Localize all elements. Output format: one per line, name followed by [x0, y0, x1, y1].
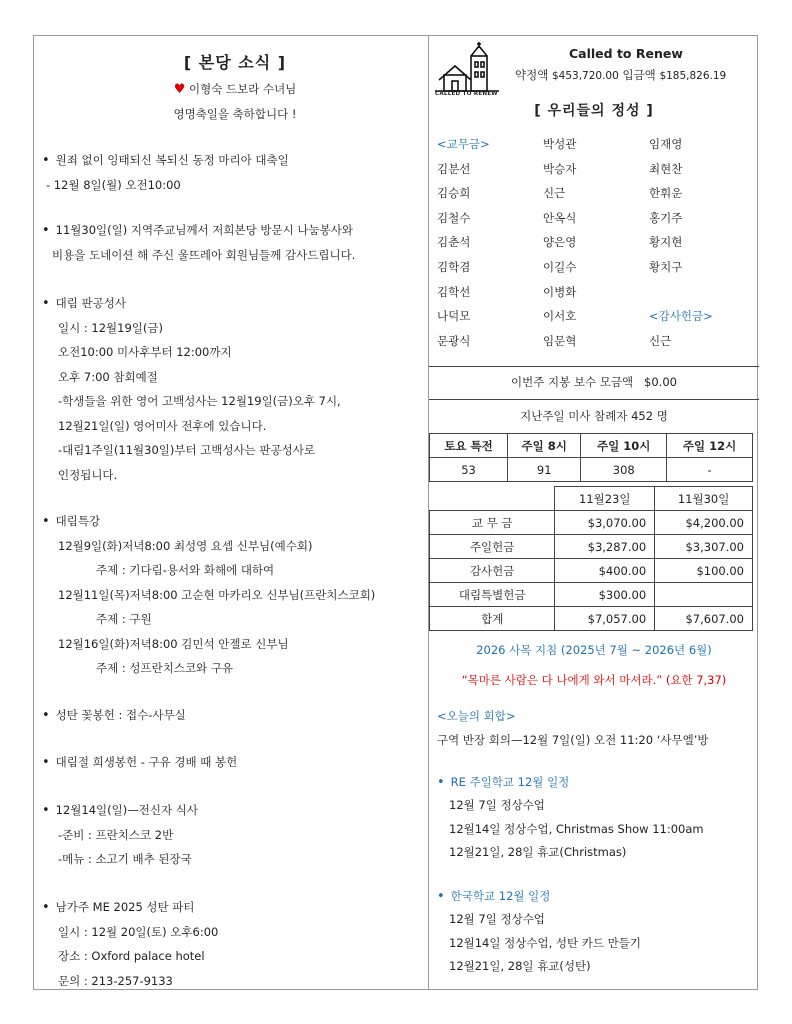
- party-place: 장소 : Oxford palace hotel: [58, 949, 205, 963]
- lecture-2: 12월11일(목)저녁8:00 고순현 마카리오 신부님(프란치스코회): [58, 587, 376, 602]
- sacrifice-offering: • 대림절 희생봉헌 - 구유 경배 때 봉헌: [42, 750, 424, 775]
- donor-row: [437, 329, 757, 354]
- donor-name: 박승자: [543, 161, 577, 176]
- stipend-amount: $0.00: [644, 375, 677, 389]
- donor-row: [437, 157, 757, 182]
- logo-text: CALLED TO RENEW: [435, 91, 498, 97]
- donor-row: [437, 230, 757, 255]
- immaculate-section: [42, 148, 424, 197]
- table-cell: 합계: [430, 607, 555, 631]
- donor-name: 신근: [543, 186, 566, 201]
- donor-name: 최현찬: [649, 161, 683, 176]
- pledge-amount: $453,720.00: [551, 70, 619, 82]
- penance-line: 오후 7:00 참회예절: [58, 369, 158, 384]
- re-line: 12월21일, 28일 휴교(Christmas): [449, 845, 627, 859]
- meeting-title: <오늘의 회합>: [437, 709, 516, 723]
- flower-section: [42, 703, 424, 728]
- table-row: [430, 511, 753, 535]
- meal-prep: -준비 : 프란치스코 2반: [58, 827, 174, 842]
- thanks-line-2: 비용을 도네이션 해 주신 울뜨레아 회원님들께 감사드립니다.: [52, 247, 356, 262]
- donor-name: 임문혁: [543, 333, 577, 348]
- table-header-row: [430, 434, 753, 458]
- sacrifice-section: [42, 750, 424, 775]
- table-cell: $100.00: [655, 559, 753, 583]
- table-cell: $4,200.00: [655, 511, 753, 535]
- thanks-line-1: • 11월30일(일) 지역주교님께서 저희본당 방문시 나눔봉사와: [42, 218, 424, 243]
- donor-name: 김학선: [437, 284, 471, 299]
- meeting-line: 구역 반장 회의—12월 7일(일) 오전 11:20 ‘사무엘’방: [437, 733, 709, 747]
- thanks-offering-label: <감사헌금>: [649, 309, 713, 324]
- donor-row: [437, 206, 757, 231]
- donor-row: [437, 255, 757, 280]
- donor-name: 황치구: [649, 259, 683, 274]
- meal-section: [42, 798, 424, 872]
- donor-name: 이길수: [543, 259, 577, 274]
- table-cell: $400.00: [555, 559, 655, 583]
- donor-name: 신근: [649, 333, 672, 348]
- lecture-1: 12월9일(화)저녁8:00 최성영 요셉 신부님(예수회): [58, 538, 313, 553]
- penance-title: • 대림 판공성사: [42, 291, 424, 316]
- donor-name: 김춘석: [437, 235, 471, 250]
- table-header: 주일 12시: [667, 434, 753, 458]
- re-title: • RE 주일학교 12월 일정: [437, 770, 704, 794]
- donor-name: 김철수: [437, 210, 471, 225]
- donor-names: [437, 132, 757, 353]
- donor-name: 나덕모: [437, 309, 471, 324]
- korean-school-line: 12월21일, 28일 휴교(성탄): [449, 959, 591, 973]
- table-header: 주일 10시: [581, 434, 667, 458]
- donor-name: 홍기주: [649, 210, 683, 225]
- table-cell: 감사헌금: [430, 559, 555, 583]
- pledge-label: 약정액: [515, 68, 549, 82]
- korean-school-title: • 한국학교 12월 일정: [437, 884, 641, 908]
- paid-label: 입금액: [622, 68, 656, 82]
- donor-name: 안옥식: [543, 210, 577, 225]
- donor-name: 이서호: [543, 309, 577, 324]
- lecture-1-topic: 주제 : 기다림-용서와 화해에 대하여: [96, 563, 275, 577]
- scripture-quote: “목마른 사람은 다 나에게 와서 마셔라.” (요한 7,37): [461, 673, 727, 687]
- table-header: 11월23일: [555, 487, 655, 511]
- donor-name: 황지현: [649, 235, 683, 250]
- donor-row: [437, 132, 757, 157]
- table-cell: -: [667, 458, 753, 482]
- donor-name: 김승희: [437, 186, 471, 201]
- congrats-line: [42, 81, 428, 97]
- lecture-title: • 대림특강: [42, 509, 424, 534]
- korean-school-schedule: [437, 884, 641, 979]
- campaign-title: Called to Renew: [569, 46, 683, 61]
- meal-menu: -메뉴 : 소고기 배추 된장국: [58, 852, 192, 866]
- paid-amount: $185,826.19: [659, 70, 727, 82]
- table-cell: $3,070.00: [555, 511, 655, 535]
- table-cell: 308: [581, 458, 667, 482]
- attendance-line: 지난주일 미사 참례자 452 명: [520, 409, 668, 423]
- pastoral-directive: 2026 사목 지침 (2025년 7월 ~ 2026년 6월): [476, 643, 712, 657]
- penance-line: 일시 : 12월19일(금): [58, 320, 163, 335]
- me-party-section: [42, 895, 424, 993]
- table-cell: 주일헌금: [430, 535, 555, 559]
- church-logo-icon: [435, 42, 499, 94]
- korean-school-line: 12월 7일 정상수업: [449, 912, 545, 926]
- lecture-3: 12월16일(화)저녁8:00 김민석 안젤로 신부님: [58, 636, 289, 651]
- finance-table: [429, 486, 753, 631]
- parish-news-title: [ 본당 소식 ]: [183, 53, 287, 72]
- table-cell: 대림특별헌금: [430, 583, 555, 607]
- donor-name: <교무금>: [437, 137, 490, 151]
- divider-line: [429, 399, 759, 400]
- table-header: 토요 특전: [430, 434, 508, 458]
- meal-title: • 12월14일(일)—전신자 식사: [42, 798, 424, 823]
- donor-name: [649, 280, 755, 305]
- lecture-3-topic: 주제 : 성프란치스코와 구유: [96, 661, 234, 675]
- donor-name: 한휘운: [649, 186, 683, 201]
- congrats-message: 영명축일을 축하합니다 !: [173, 107, 297, 121]
- donor-name: 양은영: [543, 235, 577, 250]
- parish-news-column: [34, 36, 428, 989]
- campaign-amounts: [515, 67, 726, 83]
- advent-lecture-section: [42, 509, 424, 681]
- table-row: [430, 458, 753, 482]
- re-line: 12월 7일 정상수업: [449, 798, 545, 812]
- thanks-section: [42, 218, 424, 267]
- table-cell: $3,287.00: [555, 535, 655, 559]
- penance-line: 오전10:00 미사후부터 12:00까지: [58, 345, 232, 359]
- mass-attendance-table: [429, 433, 753, 482]
- table-row: [430, 607, 753, 631]
- table-cell: $300.00: [555, 583, 655, 607]
- donor-row: [437, 181, 757, 206]
- re-schedule: [437, 770, 704, 865]
- penance-line: -대림1주일(11월30일)부터 고백성사는 판공성사로: [58, 443, 315, 457]
- party-title: • 남가주 ME 2025 성탄 파티: [42, 895, 424, 920]
- table-row: [430, 583, 753, 607]
- stipend-line: [429, 374, 759, 390]
- congrats-name: 이형숙 드보라 수녀님: [189, 82, 297, 96]
- stipend-label: 이번주 지봉 보수 모금액: [511, 375, 634, 389]
- party-contact: 문의 : 213-257-9133: [58, 973, 173, 988]
- donor-row: [437, 304, 757, 329]
- table-cell: 91: [508, 458, 581, 482]
- donor-name: 이병화: [543, 284, 577, 299]
- table-cell: $7,607.00: [655, 607, 753, 631]
- donor-name: 임재영: [649, 137, 683, 151]
- table-cell: $3,307.00: [655, 535, 753, 559]
- offering-title: [ 우리들의 정성 ]: [534, 103, 654, 119]
- offerings-column: [429, 36, 759, 989]
- table-header: 11월30일: [655, 487, 753, 511]
- table-header-row: [430, 487, 753, 511]
- table-cell: 53: [430, 458, 508, 482]
- bulletin-page: [33, 35, 758, 990]
- korean-school-line: 12월14일 정상수업, 성탄 카드 만들기: [449, 935, 641, 950]
- heart-icon: ♥: [173, 82, 186, 97]
- donor-name: 박성관: [543, 137, 577, 151]
- table-header: 주일 8시: [508, 434, 581, 458]
- table-row: [430, 559, 753, 583]
- penance-line: 12월21일(일) 영어미사 전후에 있습니다.: [58, 418, 267, 433]
- table-cell: [655, 583, 753, 607]
- immaculate-date: - 12월 8일(월) 오전10:00: [46, 177, 181, 192]
- party-date: 일시 : 12월 20일(토) 오후6:00: [58, 924, 219, 939]
- flower-offering: • 성탄 꽃봉헌 : 접수-사무실: [42, 703, 424, 728]
- re-line: 12월14일 정상수업, Christmas Show 11:00am: [449, 821, 704, 836]
- table-cell: [430, 487, 555, 511]
- table-cell: 교 무 금: [430, 511, 555, 535]
- immaculate-title: • 원죄 없이 잉태되신 복되신 동정 마리아 대축일: [42, 148, 424, 173]
- table-row: [430, 535, 753, 559]
- donor-row: [437, 280, 757, 305]
- donor-name: 김분선: [437, 161, 471, 176]
- lecture-2-topic: 주제 : 구원: [96, 612, 152, 626]
- donor-name: 문광식: [437, 333, 471, 348]
- penance-line: -학생들을 위한 영어 고백성사는 12월19일(금)오후 7시,: [58, 394, 341, 408]
- table-cell: $7,057.00: [555, 607, 655, 631]
- penance-section: [42, 291, 424, 487]
- penance-line: 인정됩니다.: [58, 467, 118, 482]
- divider-line: [429, 366, 759, 367]
- donor-name: 김학겸: [437, 259, 471, 274]
